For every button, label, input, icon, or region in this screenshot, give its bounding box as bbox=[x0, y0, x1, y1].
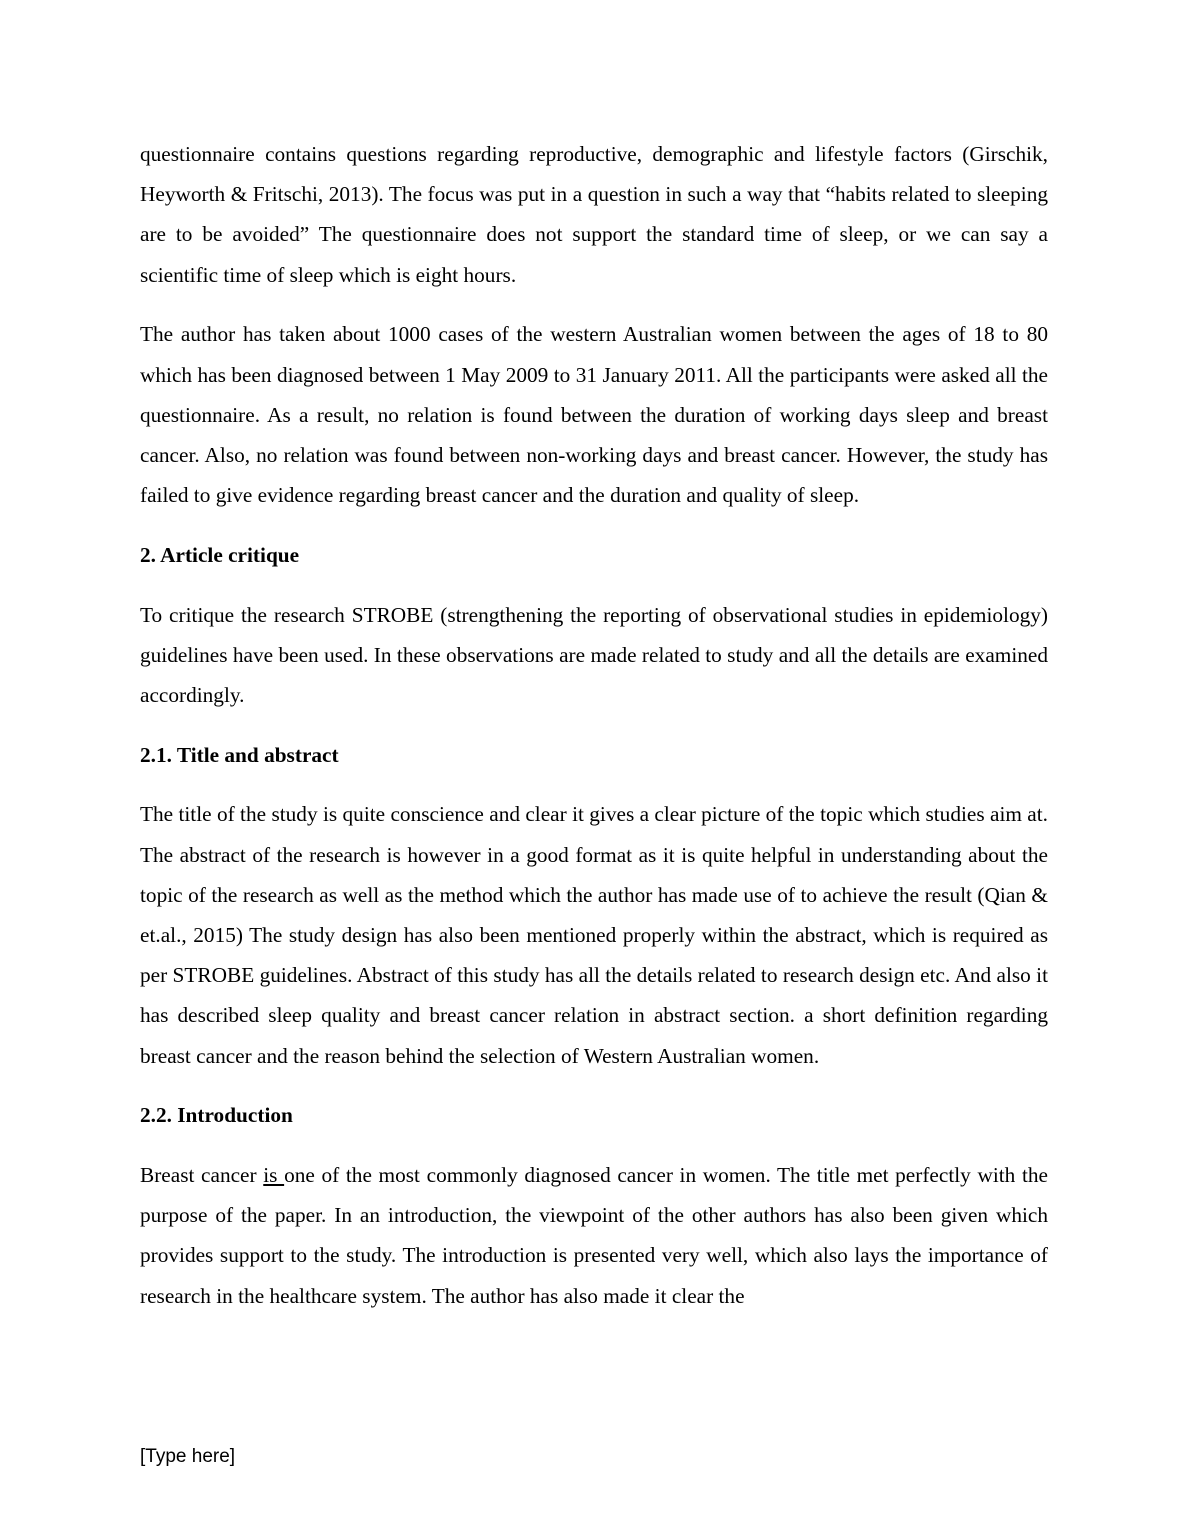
intro-underlined-word: is bbox=[263, 1162, 285, 1187]
heading-title-abstract: 2.1. Title and abstract bbox=[140, 742, 339, 767]
heading-introduction: 2.2. Introduction bbox=[140, 1103, 293, 1128]
paragraph-strobe: To critique the research STROBE (strengthening the reporting of observational studies in epidemiology) guidelines have been used. In these observations are made related to study and all the details are examined accordingly. bbox=[140, 602, 1048, 707]
paragraph-questionnaire: questionnaire contains questions regarding reproductive, demographic and lifestyle factors (Girschik, Heyworth & Fritschi, 2013). The focus was put in a question in such a way that “habits related to sleeping are to be avoided” The questionnaire does not support the standard time of sleep, or we can say a scientific time of sleep which is eight hours. bbox=[140, 142, 1048, 287]
paragraph-introduction bbox=[140, 1155, 1048, 1316]
document-body bbox=[140, 134, 1048, 1316]
paragraph-title-abstract: The title of the study is quite conscience and clear it gives a clear picture of the topic which studies aim at. The abstract of the research is however in a good format as it is quite helpful in understanding about the topic of the research as well as the method which the author has made use of to achieve the result (Qian & et.al., 2015) The study design has also been mentioned properly within the abstract, which is required as per STROBE guidelines. Abstract of this study has all the details related to research design etc. And also it has described sleep quality and breast cancer relation in abstract section. a short definition regarding breast cancer and the reason behind the selection of Western Australian women. bbox=[140, 802, 1048, 1068]
heading-article-critique: 2. Article critique bbox=[140, 542, 300, 567]
paragraph-cases: The author has taken about 1000 cases of the western Australian women between the ages of 18 to 80 which has been diagnosed between 1 May 2009 to 31 January 2011. All the participants were asked all the questionnaire. As a result, no relation is found between the duration of working days sleep and breast cancer. Also, no relation was found between non-working days and breast cancer. However, the study has failed to give evidence regarding breast cancer and the duration and quality of sleep. bbox=[140, 322, 1048, 508]
intro-text-start: Breast cancer bbox=[140, 1162, 264, 1187]
intro-text-rest: one of the most commonly diagnosed cancer in women. The title met perfectly with the purpose of the paper. In an introduction, the viewpoint of the other authors has also been given which provides support to the study. The introduction is presented very well, which also lays the importance of research in the healthcare system. The author has also made it clear the bbox=[140, 1162, 1048, 1308]
footer-placeholder[interactable]: [Type here] bbox=[140, 1446, 236, 1467]
